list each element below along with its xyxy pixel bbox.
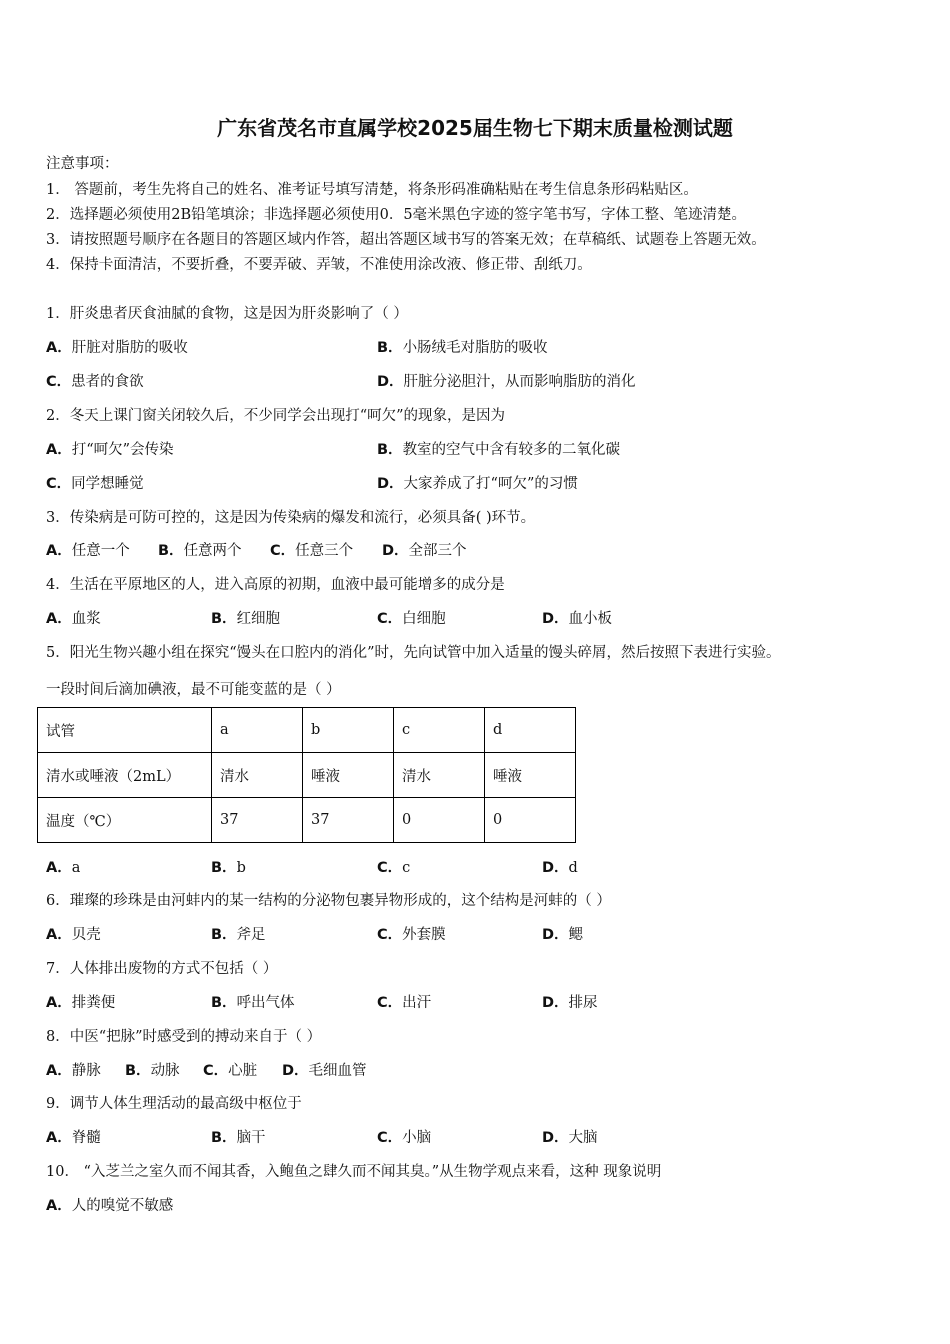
option-text: a — [71, 860, 81, 876]
option-label: A． — [46, 543, 72, 559]
option-text: 脑干 — [236, 1130, 266, 1146]
option-label: D． — [377, 476, 404, 492]
option-label: D． — [282, 1063, 309, 1079]
option-label: B． — [211, 1130, 237, 1146]
option-label: C． — [46, 374, 72, 390]
page-title: 广东省茂名市直属学校2025届生物七下期末质量检测试题 — [217, 116, 733, 140]
option-text: 血浆 — [71, 611, 101, 627]
option[interactable] — [377, 607, 446, 628]
option-text: 患者的食欲 — [71, 374, 144, 390]
option-text: 白细胞 — [402, 611, 446, 627]
option[interactable] — [377, 1126, 431, 1147]
option[interactable] — [377, 336, 548, 357]
option-label: A． — [46, 442, 72, 458]
option-text: 任意三个 — [295, 543, 354, 559]
table-cell: c — [394, 708, 485, 753]
table-cell: 温度（℃） — [38, 798, 212, 843]
option[interactable] — [46, 856, 80, 877]
option-text: 外套膜 — [402, 927, 446, 943]
option-label: D． — [542, 1130, 569, 1146]
table-cell: 唾液 — [303, 753, 394, 798]
option-text: 任意一个 — [71, 543, 130, 559]
option[interactable] — [46, 336, 188, 357]
option-text: 全部三个 — [408, 543, 467, 559]
option[interactable] — [46, 923, 101, 944]
table-cell: 清水 — [212, 753, 303, 798]
option[interactable] — [46, 991, 115, 1012]
option[interactable] — [46, 370, 144, 391]
option[interactable] — [46, 1194, 173, 1215]
table-cell: a — [212, 708, 303, 753]
option-text: 鳃 — [568, 927, 584, 943]
table-cell: b — [303, 708, 394, 753]
table-row — [38, 753, 576, 798]
option-text: 出汗 — [402, 995, 432, 1011]
table-cell: 0 — [485, 798, 576, 843]
option-text: 排尿 — [568, 995, 598, 1011]
question-stem: 4．生活在平原地区的人，进入高原的初期，血液中最可能增多的成分是 — [46, 577, 505, 593]
option-text: 教室的空气中含有较多的二氧化碳 — [402, 442, 621, 458]
option[interactable] — [377, 438, 620, 459]
option-label: A． — [46, 611, 72, 627]
option[interactable] — [377, 991, 431, 1012]
option-text: 同学想睡觉 — [71, 476, 144, 492]
question-stem: 5．阳光生物兴趣小组在探究“馒头在口腔内的消化”时，先向试管中加入适量的馒头碎屑，然后按照下表进行实验。 — [46, 645, 781, 661]
option[interactable] — [211, 991, 295, 1012]
option-text: 大脑 — [568, 1130, 598, 1146]
table-cell: 37 — [212, 798, 303, 843]
option-label: B． — [211, 995, 237, 1011]
option-label: A． — [46, 1198, 72, 1214]
option-label: C． — [377, 860, 403, 876]
notice-item: 1． 答题前，考生先将自己的姓名、准考证号填写清楚，将条形码准确粘贴在考生信息条形码粘贴区。 — [46, 182, 698, 198]
option-text: b — [236, 860, 246, 876]
question-stem-continued: 一段时间后滴加碘液，最不可能变蓝的是（ ） — [46, 682, 341, 698]
option[interactable] — [46, 438, 174, 459]
option[interactable] — [211, 923, 266, 944]
question-stem: 10． “入芝兰之室久而不闻其香，入鲍鱼之肆久而不闻其臭。”从生物学观点来看，这种 现象说明 — [46, 1164, 662, 1180]
option[interactable] — [46, 1126, 101, 1147]
question-stem: 9．调节人体生理活动的最高级中枢位于 — [46, 1096, 302, 1112]
question-stem: 7．人体排出废物的方式不包括（ ） — [46, 961, 278, 977]
option[interactable] — [377, 370, 636, 391]
option-label: A． — [46, 1130, 72, 1146]
option-text: 肝脏分泌胆汁，从而影响脂肪的消化 — [403, 374, 636, 390]
table-row — [38, 708, 576, 753]
notice-heading: 注意事项： — [46, 156, 119, 172]
question-stem: 8．中医“把脉”时感受到的搏动来自于（ ） — [46, 1029, 322, 1045]
option-label: C． — [203, 1063, 229, 1079]
option[interactable] — [125, 1059, 180, 1080]
notice-item: 2．选择题必须使用2B铅笔填涂；非选择题必须使用0．5毫米黑色字迹的签字笔书写，字体工整、笔迹清楚。 — [46, 207, 747, 223]
option-label: D． — [377, 374, 404, 390]
option[interactable] — [46, 607, 101, 628]
option[interactable] — [211, 1126, 266, 1147]
option-text: 毛细血管 — [308, 1063, 367, 1079]
table-cell: d — [485, 708, 576, 753]
table-cell: 唾液 — [485, 753, 576, 798]
option[interactable] — [542, 607, 612, 628]
option-label: D． — [542, 927, 569, 943]
question-stem: 3．传染病是可防可控的，这是因为传染病的爆发和流行，必须具备( )环节。 — [46, 510, 536, 526]
option-label: B． — [377, 340, 403, 356]
option[interactable] — [46, 472, 144, 493]
option-label: A． — [46, 340, 72, 356]
option-text: 血小板 — [568, 611, 613, 627]
option-label: A． — [46, 995, 72, 1011]
option-label: B． — [377, 442, 403, 458]
option-label: D． — [542, 611, 569, 627]
option[interactable] — [158, 539, 242, 560]
option-label: A． — [46, 1063, 72, 1079]
option[interactable] — [377, 472, 578, 493]
question-stem: 6．璀璨的珍珠是由河蚌内的某一结构的分泌物包裹异物形成的，这个结构是河蚌的（ ） — [46, 893, 611, 909]
option-label: B． — [211, 927, 237, 943]
option-label: B． — [211, 860, 237, 876]
option-text: 打“呵欠”会传染 — [71, 442, 174, 458]
table-cell: 试管 — [38, 708, 212, 753]
option-label: B． — [158, 543, 184, 559]
option-text: 肝脏对脂肪的吸收 — [71, 340, 188, 356]
option-text: 小脑 — [402, 1130, 432, 1146]
option-text: 红细胞 — [236, 611, 281, 627]
option[interactable] — [270, 539, 353, 560]
option-label: B． — [125, 1063, 151, 1079]
option[interactable] — [46, 539, 130, 560]
option[interactable] — [377, 856, 410, 877]
option-label: A． — [46, 860, 72, 876]
option[interactable] — [542, 856, 578, 877]
option-label: C． — [377, 927, 403, 943]
option[interactable] — [211, 856, 246, 877]
notice-item: 4．保持卡面清洁，不要折叠，不要弄破、弄皱，不准使用涂改液、修正带、刮纸刀。 — [46, 257, 592, 273]
option-text: 斧足 — [236, 927, 266, 943]
option-text: 排粪便 — [71, 995, 116, 1011]
option[interactable] — [542, 991, 598, 1012]
table-cell: 37 — [303, 798, 394, 843]
option-label: C． — [46, 476, 72, 492]
option-label: C． — [377, 995, 403, 1011]
table-cell: 清水或唾液（2mL） — [38, 753, 212, 798]
option-label: C． — [377, 611, 403, 627]
option[interactable] — [542, 923, 583, 944]
option-text: c — [402, 860, 411, 876]
option-label: B． — [211, 611, 237, 627]
option[interactable] — [46, 1059, 101, 1080]
option-label: D． — [542, 860, 569, 876]
option-text: 脊髓 — [71, 1130, 101, 1146]
option-text: 任意两个 — [183, 543, 242, 559]
option[interactable] — [542, 1126, 598, 1147]
option-label: C． — [270, 543, 296, 559]
option[interactable] — [203, 1059, 257, 1080]
option-label: A． — [46, 927, 72, 943]
question-stem: 2．冬天上课门窗关闭较久后，不少同学会出现打“呵欠”的现象，是因为 — [46, 408, 506, 424]
option-text: 贝壳 — [71, 927, 101, 943]
option-text: 静脉 — [71, 1063, 101, 1079]
option-text: 动脉 — [150, 1063, 180, 1079]
option-text: 人的嗅觉不敏感 — [71, 1198, 174, 1214]
option-text: 心脏 — [228, 1063, 258, 1079]
option-label: D． — [382, 543, 409, 559]
table-cell: 0 — [394, 798, 485, 843]
option-text: 大家养成了打“呵欠”的习惯 — [403, 476, 578, 492]
question-stem: 1．肝炎患者厌食油腻的食物，这是因为肝炎影响了（ ） — [46, 306, 408, 322]
table-cell: 清水 — [394, 753, 485, 798]
notice-item: 3．请按照题号顺序在各题目的答题区域内作答，超出答题区域书写的答案无效；在草稿纸、试题卷上答题无效。 — [46, 232, 766, 248]
option[interactable] — [282, 1059, 367, 1080]
option[interactable] — [382, 539, 467, 560]
option-text: 呼出气体 — [236, 995, 295, 1011]
option[interactable] — [377, 923, 446, 944]
option-label: C． — [377, 1130, 403, 1146]
option-text: 小肠绒毛对脂肪的吸收 — [402, 340, 548, 356]
table-row — [38, 798, 576, 843]
option-label: D． — [542, 995, 569, 1011]
option[interactable] — [211, 607, 280, 628]
experiment-table — [37, 707, 576, 843]
option-text: d — [568, 860, 578, 876]
